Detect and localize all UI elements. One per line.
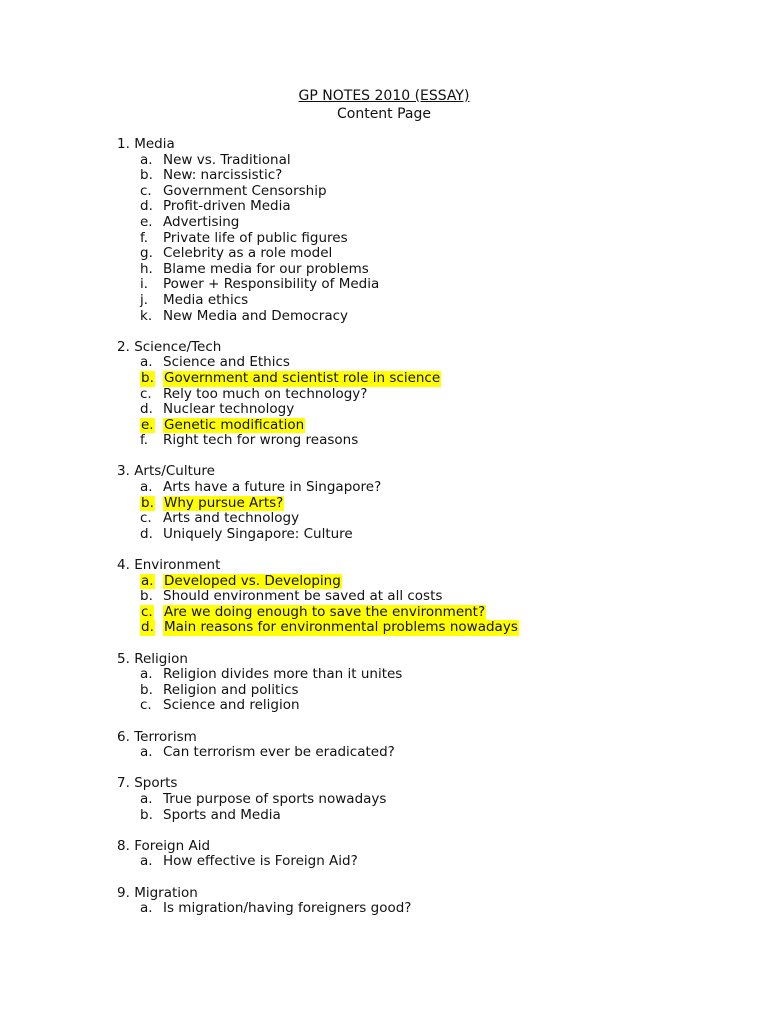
section-title: Foreign Aid xyxy=(134,837,211,854)
item-letter: d. xyxy=(141,619,154,636)
item-letter: j. xyxy=(140,291,149,308)
section-heading xyxy=(117,776,757,792)
list-item xyxy=(117,231,757,247)
item-text: Rely too much on technology? xyxy=(163,385,368,402)
section-title: Arts/Culture xyxy=(134,463,215,480)
outline-section xyxy=(117,464,757,542)
highlighted-item-text: Main reasons for environmental problems nowadays xyxy=(164,619,518,636)
item-letter: e. xyxy=(140,213,153,230)
item-text: Media ethics xyxy=(163,291,249,308)
item-text: Science and religion xyxy=(163,697,300,714)
item-text: Should environment be saved at all costs xyxy=(163,588,443,605)
list-item xyxy=(117,792,757,808)
item-letter: h. xyxy=(140,260,153,277)
section-title: Sports xyxy=(134,775,178,792)
list-item xyxy=(117,184,757,200)
list-item xyxy=(117,371,757,387)
item-letter: i. xyxy=(140,276,149,293)
list-item xyxy=(117,667,757,683)
list-item xyxy=(117,433,757,449)
list-item xyxy=(117,511,757,527)
item-letter: c. xyxy=(140,697,152,714)
item-letter: c. xyxy=(140,510,152,527)
list-item xyxy=(117,574,757,590)
list-item xyxy=(117,698,757,714)
item-letter: b. xyxy=(141,494,154,511)
section-number: 3. xyxy=(117,463,130,480)
item-letter: d. xyxy=(140,525,153,542)
item-letter: f. xyxy=(140,432,149,449)
section-heading xyxy=(117,652,757,668)
section-title: Migration xyxy=(134,884,198,901)
item-text: Religion and politics xyxy=(163,681,299,698)
list-item xyxy=(117,418,757,434)
item-text: New: narcissistic? xyxy=(163,167,283,184)
highlighted-item-text: Why pursue Arts? xyxy=(164,494,284,511)
item-text: How effective is Foreign Aid? xyxy=(163,853,358,870)
section-title: Religion xyxy=(134,650,188,667)
list-item xyxy=(117,620,757,636)
item-letter: d. xyxy=(140,198,153,215)
section-number: 1. xyxy=(117,136,130,152)
highlighted-item-text: Developed vs. Developing xyxy=(164,572,341,589)
list-item xyxy=(117,215,757,231)
list-item xyxy=(117,745,757,761)
outline-section xyxy=(117,558,757,636)
list-item xyxy=(117,683,757,699)
item-letter: b. xyxy=(140,588,153,605)
item-letter: d. xyxy=(140,401,153,418)
item-text: Religion divides more than it unites xyxy=(163,666,403,683)
section-title: Science/Tech xyxy=(134,338,222,355)
item-text: Profit-driven Media xyxy=(163,198,291,215)
item-letter: b. xyxy=(141,369,154,386)
list-item xyxy=(117,153,757,169)
item-letter: a. xyxy=(140,666,153,683)
section-title: Terrorism xyxy=(134,728,197,745)
item-text: Right tech for wrong reasons xyxy=(163,432,359,449)
item-letter: a. xyxy=(141,572,154,589)
item-text: Government Censorship xyxy=(163,182,327,199)
item-text: New vs. Traditional xyxy=(163,151,291,168)
item-text: Celebrity as a role model xyxy=(163,245,333,262)
list-item xyxy=(117,854,757,870)
item-text: Uniquely Singapore: Culture xyxy=(163,525,353,542)
item-text: Is migration/having foreigners good? xyxy=(163,900,412,917)
list-item xyxy=(117,199,757,215)
item-letter: a. xyxy=(140,900,153,917)
item-letter: b. xyxy=(140,167,153,184)
item-text: Blame media for our problems xyxy=(163,260,369,277)
highlighted-item-text: Government and scientist role in science xyxy=(164,369,441,386)
item-letter: b. xyxy=(140,806,153,823)
item-letter: a. xyxy=(140,744,153,761)
section-number: 6. xyxy=(117,728,130,745)
list-item xyxy=(117,262,757,278)
item-letter: c. xyxy=(140,385,152,402)
list-item xyxy=(117,589,757,605)
section-number: 8. xyxy=(117,837,130,854)
item-text: Arts and technology xyxy=(163,510,300,527)
item-text: Private life of public figures xyxy=(163,229,348,246)
section-heading xyxy=(117,839,757,855)
list-item xyxy=(117,901,757,917)
list-item xyxy=(117,605,757,621)
item-letter: a. xyxy=(140,151,153,168)
outline-section xyxy=(117,839,757,870)
item-letter: a. xyxy=(140,853,153,870)
item-text: Arts have a future in Singapore? xyxy=(163,479,382,496)
highlighted-item-text: Genetic modification xyxy=(164,416,305,433)
item-letter: c. xyxy=(140,182,152,199)
item-letter: b. xyxy=(140,681,153,698)
list-item xyxy=(117,277,757,293)
list-item xyxy=(117,480,757,496)
item-letter: f. xyxy=(140,229,149,246)
section-heading xyxy=(117,730,757,746)
list-item xyxy=(117,496,757,512)
section-title: Environment xyxy=(134,557,221,574)
outline-section xyxy=(117,886,757,917)
item-letter: g. xyxy=(140,245,153,262)
list-item xyxy=(117,527,757,543)
item-text: True purpose of sports nowadays xyxy=(163,790,387,807)
section-heading xyxy=(117,558,757,574)
section-number: 5. xyxy=(117,650,130,667)
highlighted-item-text: Are we doing enough to save the environment? xyxy=(164,603,486,620)
item-text: Power + Responsibility of Media xyxy=(163,276,380,293)
item-text: Nuclear technology xyxy=(163,401,295,418)
outline-section xyxy=(117,652,757,714)
item-text: Can terrorism ever be eradicated? xyxy=(163,744,395,761)
item-letter: e. xyxy=(141,416,154,433)
outline-section xyxy=(117,137,757,324)
section-number: 7. xyxy=(117,775,130,792)
content-outline xyxy=(117,137,757,932)
outline-section xyxy=(117,776,757,823)
section-heading xyxy=(117,340,757,356)
item-text: Sports and Media xyxy=(163,806,281,823)
section-number: 4. xyxy=(117,557,130,574)
item-letter: a. xyxy=(140,479,153,496)
item-letter: a. xyxy=(140,790,153,807)
list-item xyxy=(117,808,757,824)
list-item xyxy=(117,387,757,403)
outline-section xyxy=(117,340,757,449)
item-letter: c. xyxy=(141,603,153,620)
list-item xyxy=(117,402,757,418)
list-item xyxy=(117,309,757,325)
section-number: 2. xyxy=(117,338,130,355)
document-title: GP NOTES 2010 (ESSAY) xyxy=(298,88,470,104)
list-item xyxy=(117,293,757,309)
list-item xyxy=(117,246,757,262)
document-subtitle: Content Page xyxy=(336,106,432,122)
section-heading xyxy=(117,886,757,902)
list-item xyxy=(117,168,757,184)
section-heading xyxy=(117,137,757,153)
item-text: Science and Ethics xyxy=(163,354,290,371)
outline-section xyxy=(117,730,757,761)
item-text: New Media and Democracy xyxy=(163,307,349,324)
section-heading xyxy=(117,464,757,480)
section-title: Media xyxy=(134,136,175,152)
section-number: 9. xyxy=(117,884,130,901)
item-text: Advertising xyxy=(163,213,240,230)
item-letter: k. xyxy=(140,307,153,324)
item-letter: a. xyxy=(140,354,153,371)
list-item xyxy=(117,355,757,371)
